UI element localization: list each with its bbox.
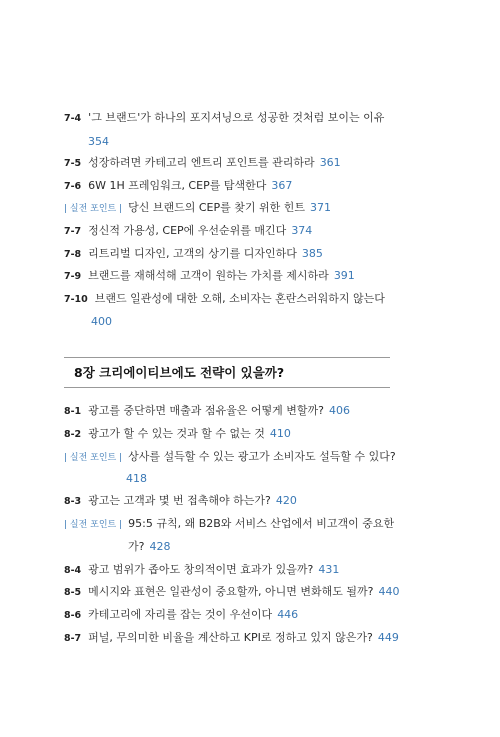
entry-title: 95:5 규칙, 왜 B2B와 서비스 산업에서 비고객이 중요한: [128, 517, 395, 530]
entry-title: 광고 범위가 좁아도 창의적이면 효과가 있을까?: [88, 563, 314, 576]
entry-number: 8-5: [64, 587, 82, 598]
chapter-heading[interactable]: 8장 크리에이티브에도 전략이 있을까?: [74, 365, 285, 380]
practice-point-tag: | 실전 포인트 |: [64, 520, 123, 530]
toc-entry-8-2[interactable]: [64, 427, 291, 442]
entry-number: 7-7: [64, 226, 82, 237]
entry-number: 7-5: [64, 158, 82, 169]
entry-page-number: 428: [149, 540, 171, 553]
entry-title: 광고는 고객과 몇 번 접촉해야 하는가?: [88, 494, 271, 507]
toc-entry-7-6[interactable]: [64, 179, 292, 194]
entry-number: 8-1: [64, 406, 82, 417]
entry-number: 7-6: [64, 181, 82, 192]
toc-entry-8-4[interactable]: [64, 563, 339, 578]
entry-title: 브랜드를 재해석해 고객이 원하는 가치를 제시하라: [88, 269, 329, 282]
toc-entry-7-tip[interactable]: [64, 201, 331, 216]
entry-page-number: 367: [271, 179, 293, 192]
entry-title: '그 브랜드'가 하나의 포지셔닝으로 성공한 것처럼 보이는 이유: [88, 111, 385, 124]
entry-page-number: 406: [329, 404, 351, 417]
toc-entry-8-1[interactable]: [64, 404, 350, 419]
entry-title: 6W 1H 프레임워크, CEP를 탐색한다: [88, 179, 267, 192]
entry-title: 성장하려면 카테고리 엔트리 포인트를 관리하라: [88, 156, 315, 169]
entry-number: 8-7: [64, 633, 82, 644]
toc-entry-7-5[interactable]: [64, 156, 341, 171]
entry-page-number: 385: [301, 247, 323, 260]
entry-page-number: 431: [318, 563, 340, 576]
entry-title-continued: 가?: [128, 540, 145, 553]
chapter-divider-bottom: [64, 387, 390, 388]
entry-page-number: 374: [291, 224, 313, 237]
entry-title: 메시지와 표현은 일관성이 중요할까, 아니면 변화해도 될까?: [88, 585, 374, 598]
entry-title: 정신적 가용성, CEP에 우선순위를 매긴다: [88, 224, 287, 237]
entry-page-number: 410: [269, 427, 291, 440]
entry-title: 당신 브랜드의 CEP를 찾기 위한 힌트: [128, 201, 306, 214]
entry-number: 7-4: [64, 113, 82, 124]
toc-entry-8-tip1[interactable]: [64, 450, 396, 465]
entry-page-number: 354: [88, 135, 109, 148]
entry-page-number: 371: [310, 201, 332, 214]
chapter-divider-top: [64, 357, 390, 358]
entry-number: 8-3: [64, 496, 82, 507]
entry-title: 광고를 중단하면 매출과 점유율은 어떻게 변할까?: [88, 404, 325, 417]
entry-number: 7-10: [64, 294, 88, 305]
toc-entry-8-6[interactable]: [64, 608, 298, 623]
practice-point-tag: | 실전 포인트 |: [64, 453, 123, 463]
entry-title: 광고가 할 수 있는 것과 할 수 없는 것: [88, 427, 265, 440]
entry-page-number: 400: [91, 315, 112, 328]
entry-title: 브랜드 일관성에 대한 오해, 소비자는 혼란스러워하지 않는다: [94, 292, 385, 305]
entry-number: 8-2: [64, 429, 82, 440]
entry-number: 8-4: [64, 565, 82, 576]
toc-entry-8-tip2[interactable]: [64, 517, 394, 532]
entry-number: 8-6: [64, 610, 82, 621]
entry-title: 퍼널, 무의미한 비율을 계산하고 KPI로 정하고 있지 않은가?: [88, 631, 373, 644]
entry-page-number: 420: [275, 494, 297, 507]
entry-page-number: 449: [377, 631, 399, 644]
practice-point-tag: | 실전 포인트 |: [64, 204, 123, 214]
toc-entry-7-10[interactable]: [64, 292, 385, 307]
toc-entry-7-4[interactable]: [64, 111, 384, 126]
toc-entry-8-5[interactable]: [64, 585, 400, 600]
toc-entry-8-tip2-cont: [128, 540, 170, 554]
entry-page-number: 446: [277, 608, 299, 621]
entry-title: 상사를 설득할 수 있는 광고가 소비자도 설득할 수 있다?: [128, 450, 396, 463]
toc-entry-7-9[interactable]: [64, 269, 355, 284]
entry-title: 카테고리에 자리를 잡는 것이 우선이다: [88, 608, 273, 621]
toc-entry-8-3[interactable]: [64, 494, 297, 509]
entry-title: 리트리벌 디자인, 고객의 상기를 디자인하다: [88, 247, 297, 260]
toc-entry-8-7[interactable]: [64, 631, 399, 646]
entry-page-number: 361: [319, 156, 341, 169]
entry-number: 7-9: [64, 271, 82, 282]
toc-entry-7-7[interactable]: [64, 224, 312, 239]
entry-page-number: 440: [378, 585, 400, 598]
entry-page-number: 418: [126, 472, 147, 485]
entry-number: 7-8: [64, 249, 82, 260]
entry-page-number: 391: [333, 269, 355, 282]
toc-entry-7-8[interactable]: [64, 247, 323, 262]
